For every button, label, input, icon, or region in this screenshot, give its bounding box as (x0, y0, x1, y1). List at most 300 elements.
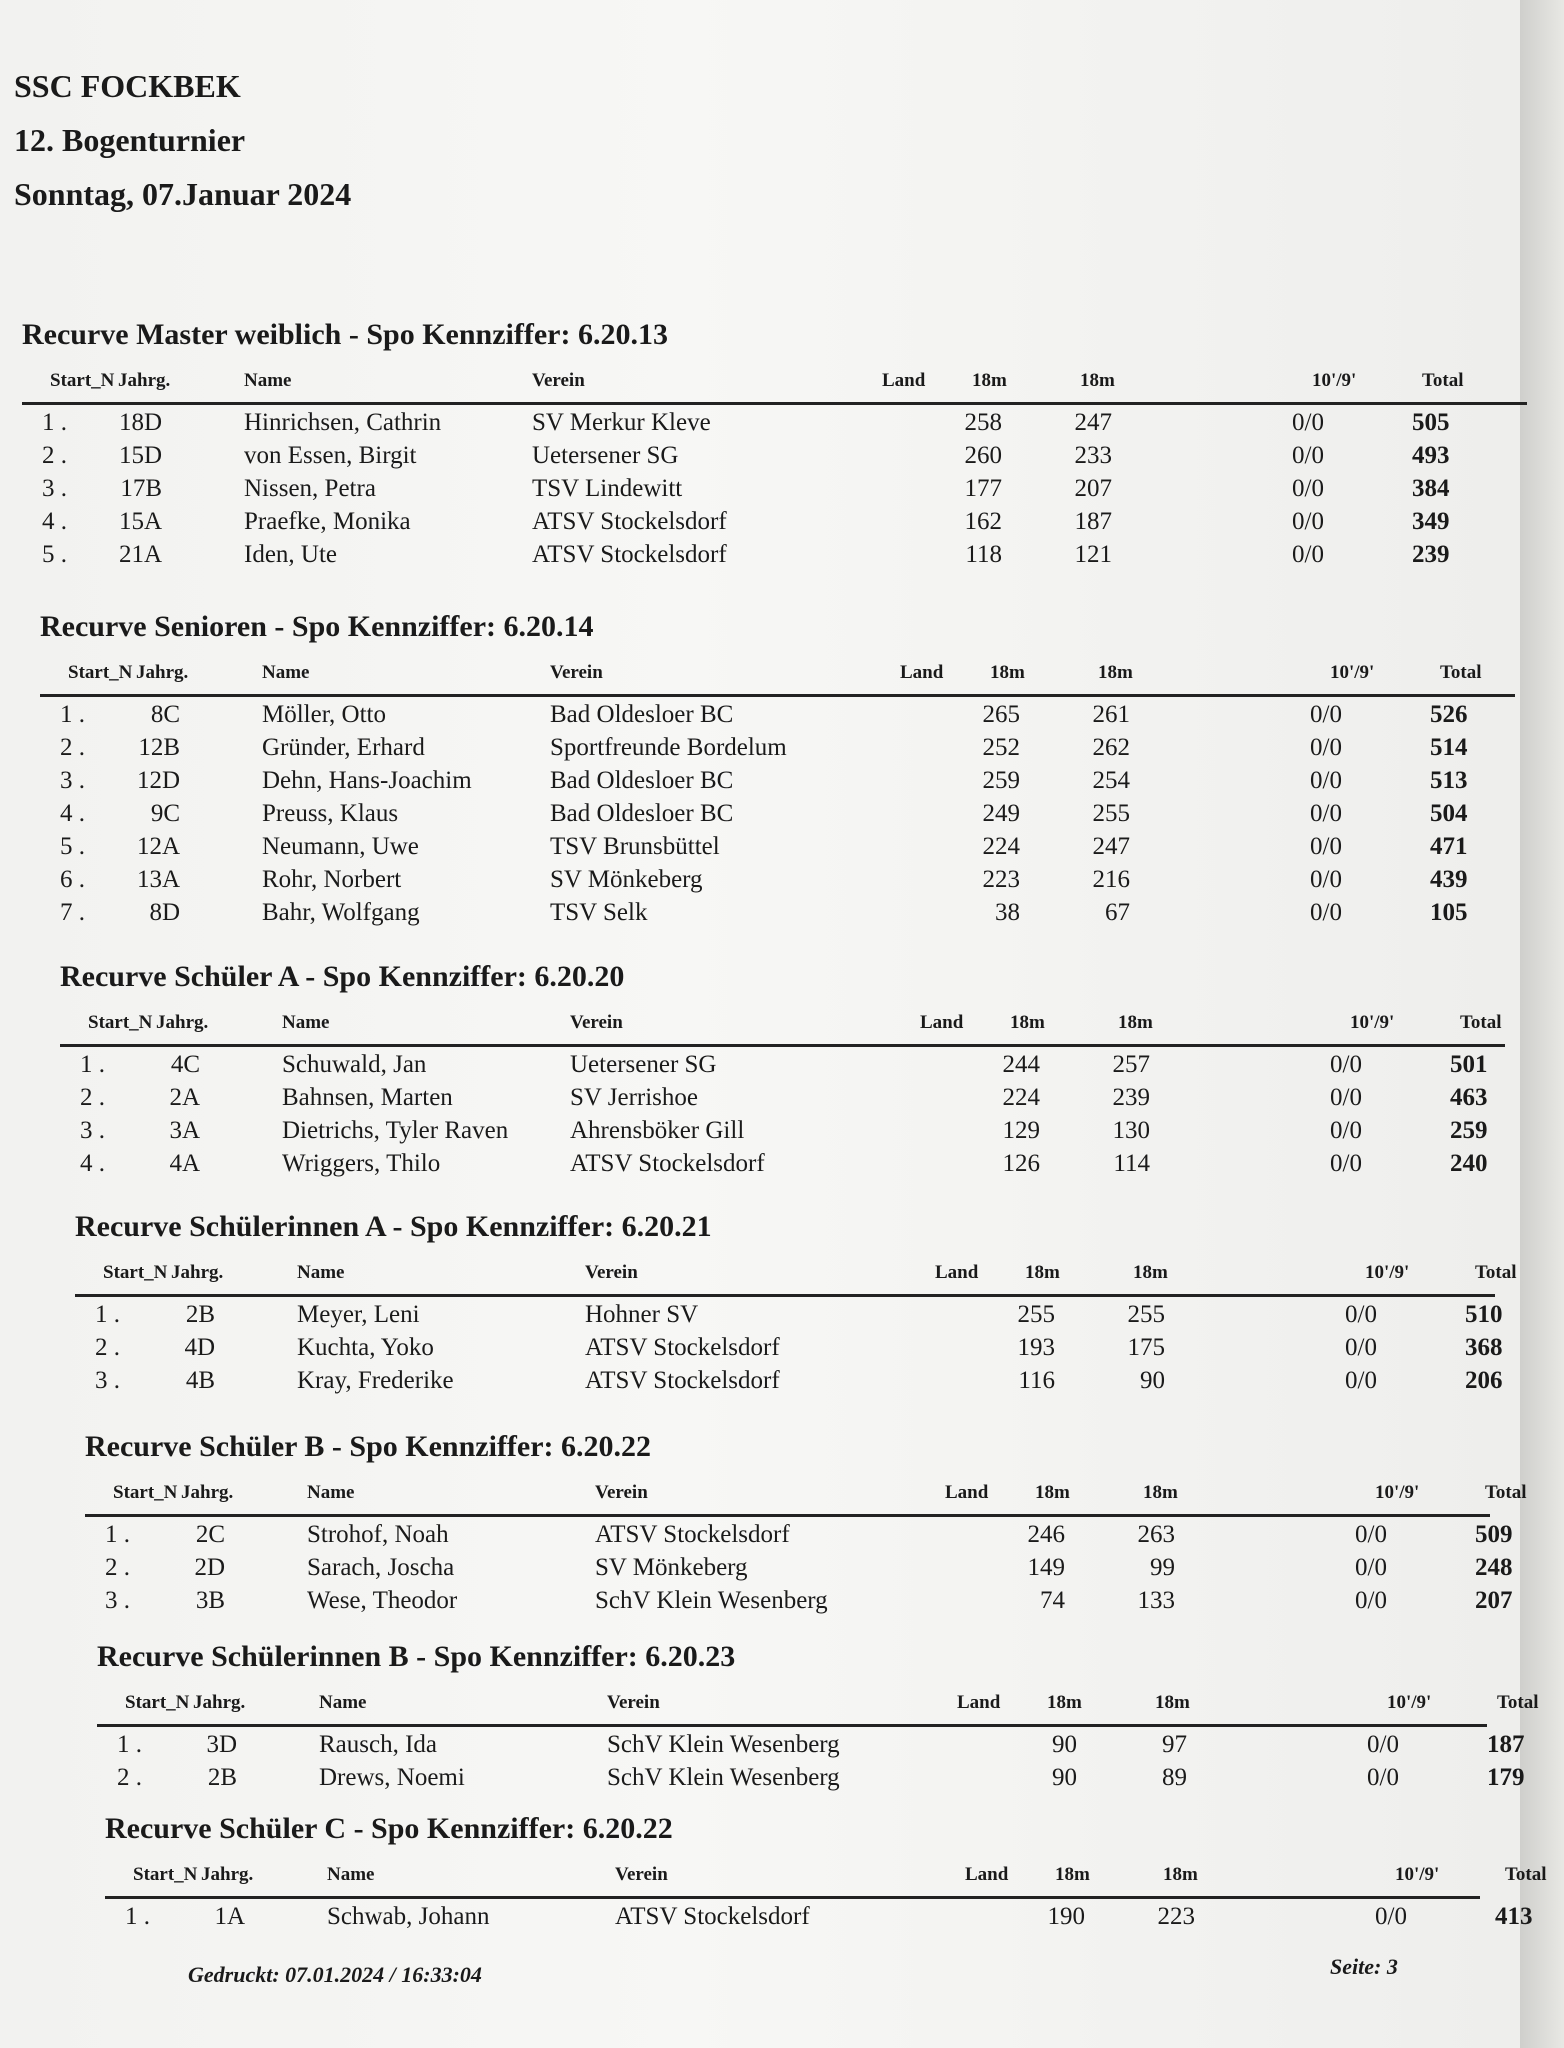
round1-col-header: 18m (1025, 1262, 1060, 1283)
round1-col-header: 18m (1035, 1482, 1070, 1503)
club-cell: SchV Klein Wesenberg (607, 1731, 840, 1758)
name-col-header: Name (244, 370, 292, 391)
total-score-cell: 439 (1430, 866, 1468, 893)
tens-nines-cell: 0/0 (1292, 541, 1324, 568)
round2-score-cell: 187 (1074, 508, 1112, 535)
round1-score-cell: 116 (1018, 1367, 1055, 1394)
round1-score-cell: 193 (1017, 1334, 1055, 1361)
rank-cell: 1 . (42, 409, 67, 436)
result-row (75, 1363, 1503, 1396)
result-row (60, 1146, 1505, 1179)
column-header-row (22, 358, 1527, 402)
tens-nines-cell: 0/0 (1310, 701, 1342, 728)
total-score-cell: 349 (1412, 508, 1450, 535)
country-col-header: Land (920, 1012, 964, 1033)
round2-col-header: 18m (1133, 1262, 1168, 1283)
club-cell: TSV Brunsbüttel (550, 833, 720, 860)
archer-name-cell: Sarach, Joscha (307, 1554, 455, 1581)
club-cell: ATSV Stockelsdorf (570, 1150, 765, 1177)
tens-nines-col-header: 10'/9' (1312, 370, 1357, 391)
name-col-header: Name (307, 1482, 355, 1503)
total-score-cell: 526 (1430, 701, 1468, 728)
club-cell: SchV Klein Wesenberg (595, 1587, 828, 1614)
archer-name-cell: Wriggers, Thilo (282, 1150, 441, 1177)
club-cell: ATSV Stockelsdorf (585, 1367, 780, 1394)
start-number-cell: 15D (118, 442, 162, 469)
total-score-cell: 513 (1430, 767, 1468, 794)
club-cell: TSV Lindewitt (532, 475, 683, 502)
club-cell: SV Mönkeberg (595, 1554, 748, 1581)
rank-cell: 3 . (95, 1367, 120, 1394)
rank-cell: 1 . (117, 1731, 142, 1758)
results-section (60, 960, 1505, 1179)
total-score-cell: 505 (1412, 409, 1450, 436)
round2-col-header: 18m (1143, 1482, 1178, 1503)
club-cell: Bad Oldesloer BC (550, 701, 734, 728)
start-number-cell: 2B (207, 1764, 237, 1791)
round2-col-header: 18m (1155, 1692, 1190, 1713)
club-col-header: Verein (607, 1692, 660, 1713)
archer-name-cell: Kray, Frederike (297, 1367, 454, 1394)
round2-score-cell: 90 (1140, 1367, 1165, 1394)
result-row (105, 1899, 1533, 1932)
total-score-cell: 105 (1430, 899, 1468, 926)
round2-score-cell: 99 (1150, 1554, 1175, 1581)
country-col-header: Land (935, 1262, 979, 1283)
tens-nines-cell: 0/0 (1345, 1367, 1377, 1394)
start-col-header: Start_N (113, 1482, 178, 1503)
name-col-header: Name (327, 1864, 375, 1885)
rank-cell: 4 . (80, 1150, 105, 1177)
year-col-header: Jahrg. (201, 1864, 254, 1885)
start-number-cell: 3A (169, 1117, 200, 1144)
rank-cell: 1 . (95, 1301, 120, 1328)
round1-score-cell: 126 (1002, 1150, 1040, 1177)
total-score-cell: 471 (1430, 833, 1468, 860)
start-col-header: Start_N (103, 1262, 168, 1283)
name-col-header: Name (297, 1262, 345, 1283)
round2-score-cell: 97 (1162, 1731, 1187, 1758)
result-row (40, 697, 1515, 730)
tens-nines-cell: 0/0 (1292, 475, 1324, 502)
result-row (22, 537, 1527, 570)
result-row (40, 895, 1515, 928)
tens-nines-cell: 0/0 (1367, 1731, 1399, 1758)
total-score-cell: 493 (1412, 442, 1450, 469)
round2-score-cell: 247 (1092, 833, 1130, 860)
tens-nines-cell: 0/0 (1310, 734, 1342, 761)
start-number-cell: 8D (149, 899, 180, 926)
tens-nines-cell: 0/0 (1345, 1301, 1377, 1328)
round2-score-cell: 247 (1074, 409, 1112, 436)
start-col-header: Start_N (125, 1692, 190, 1713)
archer-name-cell: Rausch, Ida (319, 1731, 438, 1758)
tens-nines-col-header: 10'/9' (1375, 1482, 1420, 1503)
start-number-cell: 12B (138, 734, 180, 761)
total-score-cell: 368 (1465, 1334, 1503, 1361)
results-section (105, 1812, 1547, 1932)
total-score-cell: 384 (1412, 475, 1450, 502)
rank-cell: 5 . (42, 541, 67, 568)
rank-cell: 7 . (60, 899, 85, 926)
round2-score-cell: 114 (1113, 1150, 1150, 1177)
rank-cell: 4 . (42, 508, 67, 535)
round1-score-cell: 118 (965, 541, 1002, 568)
archer-name-cell: Meyer, Leni (297, 1301, 420, 1328)
country-col-header: Land (957, 1692, 1001, 1713)
column-header-row (105, 1852, 1547, 1896)
archer-name-cell: Schuwald, Jan (282, 1051, 427, 1078)
round1-score-cell: 259 (982, 767, 1020, 794)
round1-score-cell: 74 (1040, 1587, 1065, 1614)
round2-score-cell: 263 (1137, 1521, 1175, 1548)
total-col-header: Total (1422, 370, 1464, 391)
round1-score-cell: 129 (1002, 1117, 1040, 1144)
archer-name-cell: Wese, Theodor (307, 1587, 458, 1614)
total-score-cell: 510 (1465, 1301, 1503, 1328)
round2-score-cell: 239 (1112, 1084, 1150, 1111)
club-cell: ATSV Stockelsdorf (532, 508, 727, 535)
round1-score-cell: 38 (995, 899, 1020, 926)
total-score-cell: 463 (1450, 1084, 1488, 1111)
section-title: Recurve Schüler A - Spo Kennziffer: 6.20.20 (60, 960, 625, 993)
archer-name-cell: von Essen, Birgit (244, 442, 417, 469)
archer-name-cell: Kuchta, Yoko (297, 1334, 434, 1361)
start-number-cell: 13A (136, 866, 180, 893)
total-col-header: Total (1440, 662, 1482, 683)
results-section (40, 610, 1515, 928)
event-title: 12. Bogenturnier (14, 122, 246, 158)
archer-name-cell: Möller, Otto (262, 701, 386, 728)
round1-col-header: 18m (1055, 1864, 1090, 1885)
section-title: Recurve Schülerinnen B - Spo Kennziffer: 6.20.23 (97, 1640, 736, 1673)
start-number-cell: 17B (120, 475, 162, 502)
total-score-cell: 187 (1487, 1731, 1525, 1758)
archer-name-cell: Dehn, Hans-Joachim (262, 767, 472, 794)
tens-nines-col-header: 10'/9' (1350, 1012, 1395, 1033)
result-row (85, 1583, 1513, 1616)
club-cell: Uetersener SG (570, 1051, 717, 1078)
country-col-header: Land (965, 1864, 1009, 1885)
result-row (40, 763, 1515, 796)
start-col-header: Start_N (88, 1012, 153, 1033)
result-row (60, 1113, 1505, 1146)
page-number: Seite: 3 (1330, 1954, 1398, 1979)
rank-cell: 1 . (125, 1903, 150, 1930)
rank-cell: 3 . (60, 767, 85, 794)
club-col-header: Verein (595, 1482, 648, 1503)
year-col-header: Jahrg. (118, 370, 171, 391)
tens-nines-col-header: 10'/9' (1387, 1692, 1432, 1713)
name-col-header: Name (262, 662, 310, 683)
club-cell: SV Jerrishoe (570, 1084, 699, 1111)
rank-cell: 2 . (117, 1764, 142, 1791)
tens-nines-cell: 0/0 (1310, 833, 1342, 860)
club-cell: ATSV Stockelsdorf (532, 541, 727, 568)
round2-score-cell: 175 (1127, 1334, 1165, 1361)
tens-nines-cell: 0/0 (1330, 1117, 1362, 1144)
total-col-header: Total (1460, 1012, 1502, 1033)
club-cell: ATSV Stockelsdorf (615, 1903, 810, 1930)
total-score-cell: 206 (1465, 1367, 1503, 1394)
round1-score-cell: 252 (982, 734, 1020, 761)
section-title: Recurve Schülerinnen A - Spo Kennziffer: 6.20.21 (75, 1210, 712, 1243)
round1-col-header: 18m (972, 370, 1007, 391)
round1-col-header: 18m (1010, 1012, 1045, 1033)
archer-name-cell: Hinrichsen, Cathrin (244, 409, 442, 436)
total-col-header: Total (1485, 1482, 1527, 1503)
total-score-cell: 509 (1475, 1521, 1513, 1548)
column-header-row (85, 1470, 1527, 1514)
archer-name-cell: Neumann, Uwe (262, 833, 419, 860)
rank-cell: 2 . (42, 442, 67, 469)
results-section (97, 1640, 1539, 1793)
club-cell: SchV Klein Wesenberg (607, 1764, 840, 1791)
start-number-cell: 1A (214, 1903, 245, 1930)
rank-cell: 2 . (60, 734, 85, 761)
start-number-cell: 3B (195, 1587, 225, 1614)
round1-score-cell: 255 (1017, 1301, 1055, 1328)
result-row (40, 796, 1515, 829)
archer-name-cell: Rohr, Norbert (262, 866, 402, 893)
club-col-header: Verein (532, 370, 585, 391)
club-cell: Hohner SV (585, 1301, 699, 1328)
club-cell: ATSV Stockelsdorf (595, 1521, 790, 1548)
column-header-row (40, 650, 1515, 694)
rank-cell: 6 . (60, 866, 85, 893)
rank-cell: 4 . (60, 800, 85, 827)
year-col-header: Jahrg. (181, 1482, 234, 1503)
round2-score-cell: 262 (1092, 734, 1130, 761)
round2-score-cell: 130 (1112, 1117, 1150, 1144)
round1-score-cell: 177 (964, 475, 1002, 502)
total-score-cell: 504 (1430, 800, 1468, 827)
round1-score-cell: 249 (982, 800, 1020, 827)
rank-cell: 1 . (80, 1051, 105, 1078)
start-number-cell: 2D (194, 1554, 225, 1581)
section-title: Recurve Master weiblich - Spo Kennziffer: 6.20.13 (22, 318, 668, 351)
archer-name-cell: Iden, Ute (244, 541, 338, 568)
round2-score-cell: 261 (1092, 701, 1130, 728)
club-name: SSC FOCKBEK (14, 68, 241, 104)
start-number-cell: 4A (169, 1150, 200, 1177)
year-col-header: Jahrg. (171, 1262, 224, 1283)
result-row (75, 1297, 1503, 1330)
start-number-cell: 18D (118, 409, 162, 436)
total-score-cell: 413 (1495, 1903, 1533, 1930)
tens-nines-cell: 0/0 (1330, 1150, 1362, 1177)
round1-score-cell: 260 (964, 442, 1002, 469)
round2-col-header: 18m (1098, 662, 1133, 683)
rank-cell: 2 . (95, 1334, 120, 1361)
total-score-cell: 259 (1450, 1117, 1488, 1144)
round1-score-cell: 190 (1047, 1903, 1085, 1930)
result-row (40, 829, 1515, 862)
club-cell: Sportfreunde Bordelum (550, 734, 787, 761)
round1-score-cell: 90 (1052, 1731, 1077, 1758)
club-cell: SV Merkur Kleve (532, 409, 711, 436)
round1-score-cell: 224 (982, 833, 1020, 860)
column-header-row (75, 1250, 1517, 1294)
tens-nines-cell: 0/0 (1355, 1554, 1387, 1581)
club-col-header: Verein (615, 1864, 668, 1885)
rank-cell: 5 . (60, 833, 85, 860)
results-section (75, 1210, 1517, 1396)
country-col-header: Land (945, 1482, 989, 1503)
name-col-header: Name (319, 1692, 367, 1713)
round1-score-cell: 224 (1002, 1084, 1040, 1111)
archer-name-cell: Bahnsen, Marten (282, 1084, 453, 1111)
year-col-header: Jahrg. (193, 1692, 246, 1713)
start-col-header: Start_N (133, 1864, 198, 1885)
total-score-cell: 179 (1487, 1764, 1525, 1791)
result-row (60, 1047, 1505, 1080)
start-number-cell: 9C (150, 800, 180, 827)
rank-cell: 3 . (80, 1117, 105, 1144)
total-col-header: Total (1497, 1692, 1539, 1713)
club-cell: Uetersener SG (532, 442, 679, 469)
round1-score-cell: 90 (1052, 1764, 1077, 1791)
column-header-row (60, 1000, 1505, 1044)
printed-timestamp: Gedruckt: 07.01.2024 / 16:33:04 (188, 1962, 482, 1987)
rank-cell: 1 . (60, 701, 85, 728)
name-col-header: Name (282, 1012, 330, 1033)
start-number-cell: 21A (118, 541, 162, 568)
round1-score-cell: 244 (1002, 1051, 1040, 1078)
archer-name-cell: Bahr, Wolfgang (262, 899, 420, 926)
start-number-cell: 12D (136, 767, 180, 794)
archer-name-cell: Strohof, Noah (307, 1521, 449, 1548)
club-col-header: Verein (550, 662, 603, 683)
tens-nines-cell: 0/0 (1310, 800, 1342, 827)
rank-cell: 3 . (42, 475, 67, 502)
total-score-cell: 501 (1450, 1051, 1488, 1078)
round2-score-cell: 254 (1092, 767, 1130, 794)
rank-cell: 2 . (105, 1554, 130, 1581)
results-section (22, 318, 1527, 570)
round1-score-cell: 149 (1027, 1554, 1065, 1581)
result-row (22, 504, 1527, 537)
archer-name-cell: Praefke, Monika (244, 508, 411, 535)
year-col-header: Jahrg. (156, 1012, 209, 1033)
round1-score-cell: 246 (1027, 1521, 1065, 1548)
total-score-cell: 248 (1475, 1554, 1513, 1581)
start-number-cell: 2C (195, 1521, 225, 1548)
round2-score-cell: 207 (1074, 475, 1112, 502)
country-col-header: Land (900, 662, 944, 683)
rank-cell: 2 . (80, 1084, 105, 1111)
start-number-cell: 12A (136, 833, 180, 860)
start-number-cell: 15A (118, 508, 162, 535)
tens-nines-cell: 0/0 (1345, 1334, 1377, 1361)
tens-nines-col-header: 10'/9' (1395, 1864, 1440, 1885)
start-number-cell: 2B (185, 1301, 215, 1328)
section-title: Recurve Schüler B - Spo Kennziffer: 6.20.22 (85, 1430, 652, 1463)
round2-score-cell: 216 (1092, 866, 1130, 893)
round2-score-cell: 255 (1092, 800, 1130, 827)
start-col-header: Start_N (68, 662, 133, 683)
round1-score-cell: 223 (982, 866, 1020, 893)
event-date: Sonntag, 07.Januar 2024 (14, 176, 352, 212)
tens-nines-cell: 0/0 (1310, 866, 1342, 893)
tens-nines-cell: 0/0 (1355, 1521, 1387, 1548)
club-cell: SV Mönkeberg (550, 866, 703, 893)
start-number-cell: 4B (185, 1367, 215, 1394)
tens-nines-cell: 0/0 (1292, 409, 1324, 436)
tens-nines-col-header: 10'/9' (1365, 1262, 1410, 1283)
archer-name-cell: Gründer, Erhard (262, 734, 425, 761)
start-number-cell: 3D (206, 1731, 237, 1758)
round2-score-cell: 133 (1137, 1587, 1175, 1614)
total-score-cell: 239 (1412, 541, 1450, 568)
archer-name-cell: Nissen, Petra (244, 475, 376, 502)
tens-nines-col-header: 10'/9' (1330, 662, 1375, 683)
total-score-cell: 514 (1430, 734, 1468, 761)
total-col-header: Total (1505, 1864, 1547, 1885)
tens-nines-cell: 0/0 (1330, 1051, 1362, 1078)
year-col-header: Jahrg. (136, 662, 189, 683)
result-row (85, 1517, 1513, 1550)
round1-score-cell: 162 (964, 508, 1002, 535)
round2-col-header: 18m (1163, 1864, 1198, 1885)
tens-nines-cell: 0/0 (1310, 767, 1342, 794)
total-col-header: Total (1475, 1262, 1517, 1283)
round2-col-header: 18m (1118, 1012, 1153, 1033)
club-col-header: Verein (585, 1262, 638, 1283)
result-row (40, 730, 1515, 763)
rank-cell: 3 . (105, 1587, 130, 1614)
archer-name-cell: Drews, Noemi (319, 1764, 465, 1791)
round1-score-cell: 258 (964, 409, 1002, 436)
tens-nines-cell: 0/0 (1375, 1903, 1407, 1930)
results-section (85, 1430, 1527, 1616)
start-number-cell: 4C (170, 1051, 200, 1078)
result-row (40, 862, 1515, 895)
archer-name-cell: Schwab, Johann (327, 1903, 490, 1930)
archer-name-cell: Preuss, Klaus (262, 800, 399, 827)
total-score-cell: 207 (1475, 1587, 1513, 1614)
section-title: Recurve Schüler C - Spo Kennziffer: 6.20.22 (105, 1812, 673, 1845)
tens-nines-cell: 0/0 (1330, 1084, 1362, 1111)
tens-nines-cell: 0/0 (1292, 508, 1324, 535)
rank-cell: 1 . (105, 1521, 130, 1548)
start-col-header: Start_N (50, 370, 115, 391)
tens-nines-cell: 0/0 (1367, 1764, 1399, 1791)
result-row (85, 1550, 1513, 1583)
tens-nines-cell: 0/0 (1292, 442, 1324, 469)
round2-score-cell: 233 (1074, 442, 1112, 469)
start-number-cell: 4D (184, 1334, 215, 1361)
result-row (22, 405, 1527, 438)
round2-col-header: 18m (1080, 370, 1115, 391)
club-cell: Bad Oldesloer BC (550, 767, 734, 794)
round2-score-cell: 89 (1162, 1764, 1187, 1791)
start-number-cell: 8C (150, 701, 180, 728)
result-row (60, 1080, 1505, 1113)
round2-score-cell: 257 (1112, 1051, 1150, 1078)
tens-nines-cell: 0/0 (1355, 1587, 1387, 1614)
result-row (22, 438, 1527, 471)
result-row (97, 1727, 1525, 1760)
result-row (97, 1760, 1525, 1793)
club-cell: ATSV Stockelsdorf (585, 1334, 780, 1361)
start-number-cell: 2A (169, 1084, 200, 1111)
club-cell: Bad Oldesloer BC (550, 800, 734, 827)
round2-score-cell: 255 (1127, 1301, 1165, 1328)
total-score-cell: 240 (1450, 1150, 1488, 1177)
archer-name-cell: Dietrichs, Tyler Raven (282, 1117, 509, 1144)
country-col-header: Land (882, 370, 926, 391)
